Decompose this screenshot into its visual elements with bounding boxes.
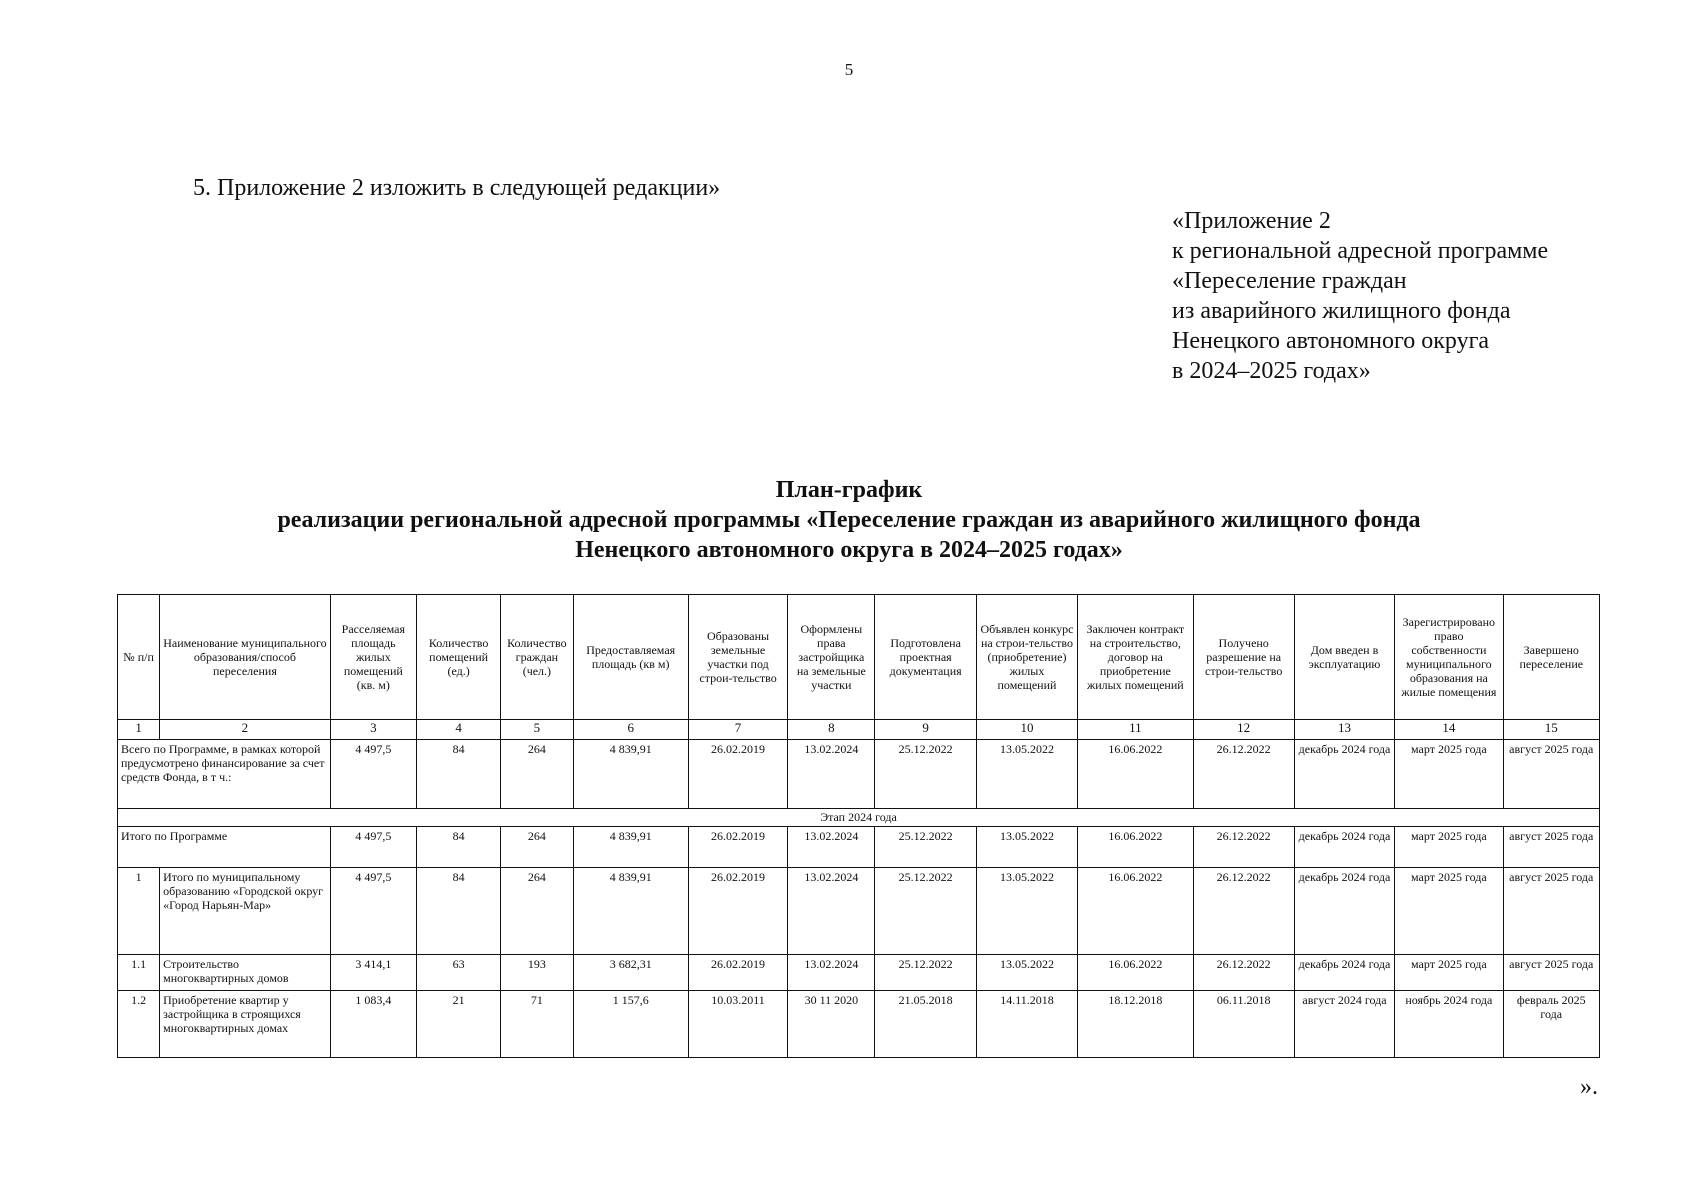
- table-cell: 13.02.2024: [788, 955, 875, 991]
- table-cell: 13.02.2024: [788, 868, 875, 955]
- column-number: 3: [330, 720, 416, 740]
- table-cell: декабрь 2024 года: [1294, 740, 1394, 809]
- title-line: реализации региональной адресной программы «Переселение граждан из аварийного жилищного фонда: [277, 507, 1421, 533]
- table-cell: март 2025 года: [1395, 827, 1503, 868]
- header-cell: Оформлены права застройщика на земельные участки: [788, 595, 875, 720]
- column-number: 12: [1193, 720, 1294, 740]
- table-cell: 25.12.2022: [875, 740, 976, 809]
- table-cell: 06.11.2018: [1193, 991, 1294, 1058]
- table-cell: 3 682,31: [573, 955, 688, 991]
- table-cell: декабрь 2024 года: [1294, 955, 1394, 991]
- column-number: 4: [416, 720, 500, 740]
- table-cell: 10.03.2011: [688, 991, 787, 1058]
- appendix-line: к региональной адресной программе: [1172, 238, 1549, 264]
- appendix-line: Ненецкого автономного округа: [1172, 328, 1490, 354]
- table-cell: 193: [501, 955, 573, 991]
- table-cell: 16.06.2022: [1078, 740, 1193, 809]
- row-name-cell: Приобретение квартир у застройщика в строящихся многоквартирных домах: [160, 991, 331, 1058]
- table-cell: март 2025 года: [1395, 868, 1503, 955]
- table-row: [118, 868, 1600, 955]
- header-cell: Предоставляемая площадь (кв м): [573, 595, 688, 720]
- table-cell: 14.11.2018: [976, 991, 1077, 1058]
- table-row-itogo: [118, 827, 1600, 868]
- table-cell: 1 157,6: [573, 991, 688, 1058]
- table-cell: 21: [416, 991, 500, 1058]
- column-number: 11: [1078, 720, 1193, 740]
- table-cell: 25.12.2022: [875, 868, 976, 955]
- header-cell: Дом введен в эксплуатацию: [1294, 595, 1394, 720]
- header-cell: Завершено переселение: [1503, 595, 1599, 720]
- column-number: 1: [118, 720, 160, 740]
- table-row: [118, 955, 1600, 991]
- header-cell: Подготовлена проектная документация: [875, 595, 976, 720]
- table-cell: 26.02.2019: [688, 955, 787, 991]
- column-number: 15: [1503, 720, 1599, 740]
- table-cell: 264: [501, 868, 573, 955]
- header-cell: Количество помещений (ед.): [416, 595, 500, 720]
- header-cell: № п/п: [118, 595, 160, 720]
- table-cell: 13.05.2022: [976, 827, 1077, 868]
- table-cell: 21.05.2018: [875, 991, 976, 1058]
- table-cell: ноябрь 2024 года: [1395, 991, 1503, 1058]
- table-cell: 26.12.2022: [1193, 955, 1294, 991]
- table-cell: 30 11 2020: [788, 991, 875, 1058]
- row-name-cell: Строительство многоквартирных домов: [160, 955, 331, 991]
- table-cell: 4 839,91: [573, 827, 688, 868]
- table-row: [118, 991, 1600, 1058]
- table-cell: август 2025 года: [1503, 740, 1599, 809]
- appendix-line: в 2024–2025 годах»: [1172, 358, 1371, 384]
- column-number: 7: [688, 720, 787, 740]
- table-cell: 26.02.2019: [688, 827, 787, 868]
- column-number: 14: [1395, 720, 1503, 740]
- row-number-cell: 1: [118, 868, 160, 955]
- title-line: План-график: [775, 477, 923, 503]
- table-cell: декабрь 2024 года: [1294, 868, 1394, 955]
- table-cell: 26.12.2022: [1193, 740, 1294, 809]
- table-cell: 264: [501, 740, 573, 809]
- column-number: 9: [875, 720, 976, 740]
- table-cell: 4 839,91: [573, 740, 688, 809]
- header-cell: Зарегистрировано право собственности муниципального образования на жилые помещения: [1395, 595, 1503, 720]
- table-cell: март 2025 года: [1395, 740, 1503, 809]
- document-title: [0, 475, 1698, 565]
- row-number-cell: 1.2: [118, 991, 160, 1058]
- table-cell: 1 083,4: [330, 991, 416, 1058]
- table-row-total: [118, 740, 1600, 809]
- stage-label: Этап 2024 года: [118, 809, 1600, 827]
- table-cell: 4 839,91: [573, 868, 688, 955]
- table-cell: 13.05.2022: [976, 955, 1077, 991]
- header-cell: Образованы земельные участки под строи-тельство: [688, 595, 787, 720]
- row-number-cell: 1.1: [118, 955, 160, 991]
- table-cell: 26.12.2022: [1193, 868, 1294, 955]
- header-cell: Наименование муниципального образования/способ переселения: [160, 595, 331, 720]
- table-cell: 16.06.2022: [1078, 868, 1193, 955]
- header-cell: Получено разрешение на строи-тельство: [1193, 595, 1294, 720]
- page-number: 5: [844, 60, 854, 79]
- header-row: [118, 595, 1600, 720]
- table-cell: 13.02.2024: [788, 740, 875, 809]
- table-cell: декабрь 2024 года: [1294, 827, 1394, 868]
- table-cell: 26.02.2019: [688, 740, 787, 809]
- appendix-line: из аварийного жилищного фонда: [1172, 298, 1511, 324]
- title-line: Ненецкого автономного округа в 2024–2025 годах»: [575, 537, 1123, 563]
- table-cell: 25.12.2022: [875, 955, 976, 991]
- column-number: 10: [976, 720, 1077, 740]
- table-cell: 13.05.2022: [976, 868, 1077, 955]
- column-number: 2: [160, 720, 331, 740]
- table-cell: 264: [501, 827, 573, 868]
- row-name-cell: Итого по муниципальному образованию «Городской округ «Город Нарьян-Мар»: [160, 868, 331, 955]
- header-cell: Заключен контракт на строительство, договор на приобретение жилых помещений: [1078, 595, 1193, 720]
- appendix-line: «Приложение 2: [1172, 208, 1331, 234]
- amendment-instruction: 5. Приложение 2 изложить в следующей редакции»: [193, 175, 721, 201]
- table-cell: август 2024 года: [1294, 991, 1394, 1058]
- table-cell: 84: [416, 868, 500, 955]
- row-name-cell: Итого по Программе: [118, 827, 331, 868]
- column-number: 8: [788, 720, 875, 740]
- table-cell: 16.06.2022: [1078, 955, 1193, 991]
- table-cell: август 2025 года: [1503, 827, 1599, 868]
- appendix-heading: [1172, 206, 1548, 386]
- table-cell: март 2025 года: [1395, 955, 1503, 991]
- closing-quote-mark: ».: [1580, 1074, 1598, 1100]
- header-cell: Объявлен конкурс на строи-тельство (приобретение) жилых помещений: [976, 595, 1077, 720]
- table-cell: август 2025 года: [1503, 868, 1599, 955]
- table-cell: 63: [416, 955, 500, 991]
- table-cell: 18.12.2018: [1078, 991, 1193, 1058]
- table-cell: 84: [416, 827, 500, 868]
- row-name-cell: Всего по Программе, в рамках которой предусмотрено финансирование за счет средств Фонда, в т ч.:: [118, 740, 331, 809]
- schedule-table: [117, 594, 1600, 1058]
- appendix-line: «Переселение граждан: [1172, 268, 1407, 294]
- table-cell: 4 497,5: [330, 868, 416, 955]
- table-cell: 84: [416, 740, 500, 809]
- header-cell: Расселяемая площадь жилых помещений (кв. м): [330, 595, 416, 720]
- table-cell: 16.06.2022: [1078, 827, 1193, 868]
- table-cell: февраль 2025 года: [1503, 991, 1599, 1058]
- table-cell: 13.05.2022: [976, 740, 1077, 809]
- table-cell: 26.12.2022: [1193, 827, 1294, 868]
- table-cell: август 2025 года: [1503, 955, 1599, 991]
- column-number: 6: [573, 720, 688, 740]
- column-number-row: [118, 720, 1600, 740]
- table-cell: 3 414,1: [330, 955, 416, 991]
- table-cell: 13.02.2024: [788, 827, 875, 868]
- header-cell: Количество граждан (чел.): [501, 595, 573, 720]
- table-cell: 4 497,5: [330, 740, 416, 809]
- table-cell: 71: [501, 991, 573, 1058]
- table-cell: 4 497,5: [330, 827, 416, 868]
- column-number: 13: [1294, 720, 1394, 740]
- table-cell: 26.02.2019: [688, 868, 787, 955]
- stage-row: [118, 809, 1600, 827]
- column-number: 5: [501, 720, 573, 740]
- table-cell: 25.12.2022: [875, 827, 976, 868]
